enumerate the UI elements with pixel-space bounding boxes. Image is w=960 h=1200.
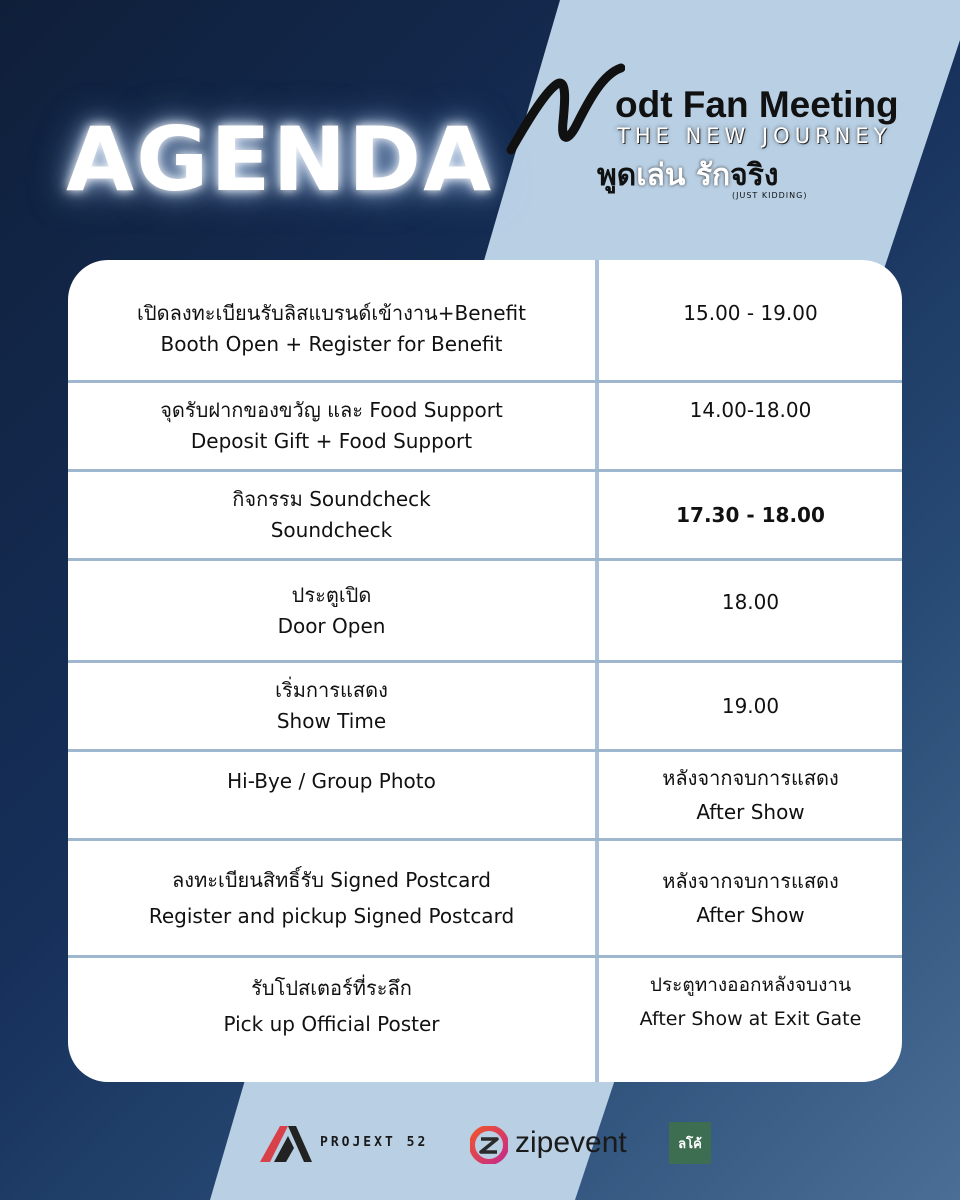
- activity-english: Deposit Gift + Food Support: [190, 429, 473, 453]
- zipevent-logo-text: zipevent: [515, 1126, 627, 1159]
- activity-thai: Hi-Bye / Group Photo: [227, 769, 436, 793]
- projext-52-logo-text: PROJEXT 52: [320, 1135, 429, 1150]
- activity-cell: [68, 472, 595, 558]
- time-primary: ประตูทางออกหลังจบงาน: [649, 974, 852, 996]
- time-primary: 17.30 - 18.00: [676, 502, 825, 527]
- projext-52-logo-icon: [258, 1124, 314, 1164]
- event-logo: [505, 62, 915, 212]
- activity-thai: เริ่มการแสดง: [275, 678, 388, 702]
- time-primary: 19.00: [721, 693, 780, 718]
- time-cell: [599, 472, 902, 558]
- time-cell: [599, 663, 902, 749]
- time-secondary: After Show: [696, 800, 805, 824]
- logo-title: odt Fan Meeting: [615, 84, 899, 125]
- logo-thai-word-3: รัก: [695, 158, 731, 193]
- activity-thai: จุดรับฝากของขวัญ และ Food Support: [160, 398, 503, 422]
- third-sponsor-logo: ลโค้: [669, 1122, 711, 1164]
- time-cell: [599, 260, 902, 380]
- table-row: [68, 561, 902, 660]
- table-row: [68, 472, 902, 558]
- agenda-table: [68, 260, 902, 1082]
- time-primary: 18.00: [721, 590, 780, 614]
- time-cell: [599, 561, 902, 660]
- activity-cell: [68, 841, 595, 955]
- activity-cell: [68, 383, 595, 469]
- activity-english: Booth Open + Register for Benefit: [160, 332, 503, 356]
- time-secondary: After Show at Exit Gate: [639, 1008, 862, 1030]
- logo-thai-word-1: พูด: [597, 158, 637, 193]
- zipevent-logo-icon: [470, 1126, 508, 1164]
- sponsor-strip: [0, 1100, 960, 1200]
- logo-subtitle: THE NEW JOURNEY: [617, 124, 892, 148]
- time-cell: [599, 383, 902, 469]
- activity-thai: เปิดลงทะเบียนรับลิสแบรนด์เข้างาน+Benefit: [137, 301, 526, 325]
- time-cell: [599, 958, 902, 1082]
- logo-just-kidding: (JUST KIDDING): [732, 191, 808, 200]
- activity-english: Door Open: [277, 613, 386, 638]
- time-cell: [599, 841, 902, 955]
- logo-thai-word-4: จริง: [730, 158, 779, 193]
- activity-english: Register and pickup Signed Postcard: [148, 904, 515, 928]
- activity-thai: กิจกรรม Soundcheck: [232, 487, 431, 511]
- activity-english: Pick up Official Poster: [223, 1012, 440, 1036]
- activity-cell: [68, 260, 595, 380]
- activity-cell: [68, 663, 595, 749]
- agenda-title: AGENDA: [66, 108, 494, 211]
- table-row: [68, 383, 902, 469]
- activity-english: Show Time: [276, 709, 387, 733]
- activity-thai: ประตูเปิด: [291, 582, 372, 607]
- logo-thai-word-2: เล่น: [636, 158, 686, 193]
- activity-cell: [68, 752, 595, 838]
- table-row: [68, 752, 902, 838]
- n-script-logo-icon: [505, 62, 625, 162]
- time-secondary: After Show: [696, 903, 805, 927]
- time-primary: 14.00-18.00: [689, 398, 812, 422]
- table-row: [68, 663, 902, 749]
- table-row: [68, 841, 902, 955]
- activity-cell: [68, 958, 595, 1082]
- activity-cell: [68, 561, 595, 660]
- table-row: [68, 958, 902, 1082]
- time-cell: [599, 752, 902, 838]
- time-primary: หลังจากจบการแสดง: [662, 869, 839, 893]
- table-row: [68, 260, 902, 380]
- activity-english: Soundcheck: [270, 518, 393, 542]
- time-primary: 15.00 - 19.00: [683, 301, 818, 325]
- activity-thai: ลงทะเบียนสิทธิ์รับ Signed Postcard: [172, 868, 491, 892]
- time-primary: หลังจากจบการแสดง: [662, 766, 839, 790]
- activity-thai: รับโปสเตอร์ที่ระลึก: [251, 976, 412, 1000]
